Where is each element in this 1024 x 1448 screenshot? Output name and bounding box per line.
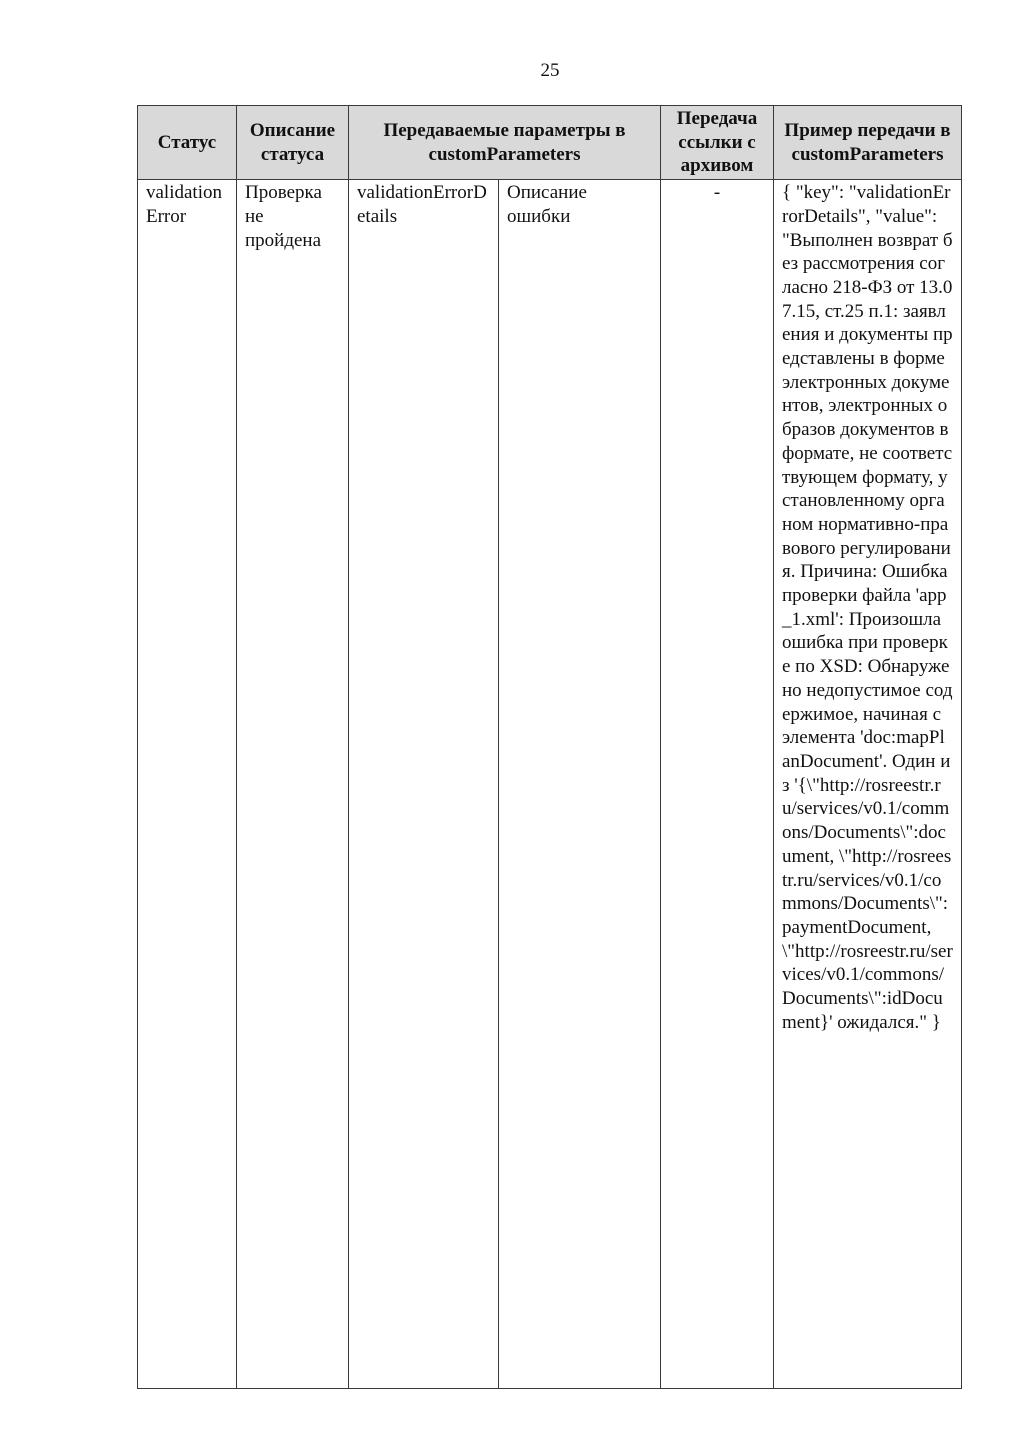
cell-parameter-description: Описание ошибки	[499, 180, 661, 1389]
header-example: Пример передачи в customParameters	[774, 106, 962, 180]
header-status: Статус	[138, 106, 237, 180]
cell-status: validationError	[138, 180, 237, 1389]
table-header-row	[138, 106, 962, 180]
header-status-description: Описание статуса	[237, 106, 349, 180]
header-parameters: Передаваемые параметры в customParameters	[349, 106, 661, 180]
header-archive-link: Передача ссылки с архивом	[661, 106, 774, 180]
table-row	[138, 180, 962, 1389]
page-number: 25	[540, 60, 560, 81]
cell-example: { "key": "validationErrorDetails", "value": "Выполнен возврат без рассмотрения согласно 218-ФЗ от 13.07.15, ст.25 п.1: заявления и документы представлены в форме электронных документов, электронных образов документов в формате, не соответствующем формату, установленному органом нормативно-правового регулирования. Причина: Ошибка проверки файла 'app_1.xml': Произошла ошибка при проверке по XSD: Обнаружено недопустимое содержимое, начиная с элемента 'doc:mapPlanDocument'. Один из '{\"http://rosreestr.ru/services/v0.1/commons/Documents\":document, \"http://rosreestr.ru/services/v0.1/commons/Documents\":paymentDocument, \"http://rosreestr.ru/services/v0.1/commons/Documents\":idDocument}' ожидался." }	[774, 180, 962, 1389]
status-table	[137, 105, 962, 1389]
cell-archive-link: -	[661, 180, 774, 1389]
cell-parameter-name: validationErrorDetails	[349, 180, 499, 1389]
cell-status-description: Проверка не пройдена	[237, 180, 349, 1389]
